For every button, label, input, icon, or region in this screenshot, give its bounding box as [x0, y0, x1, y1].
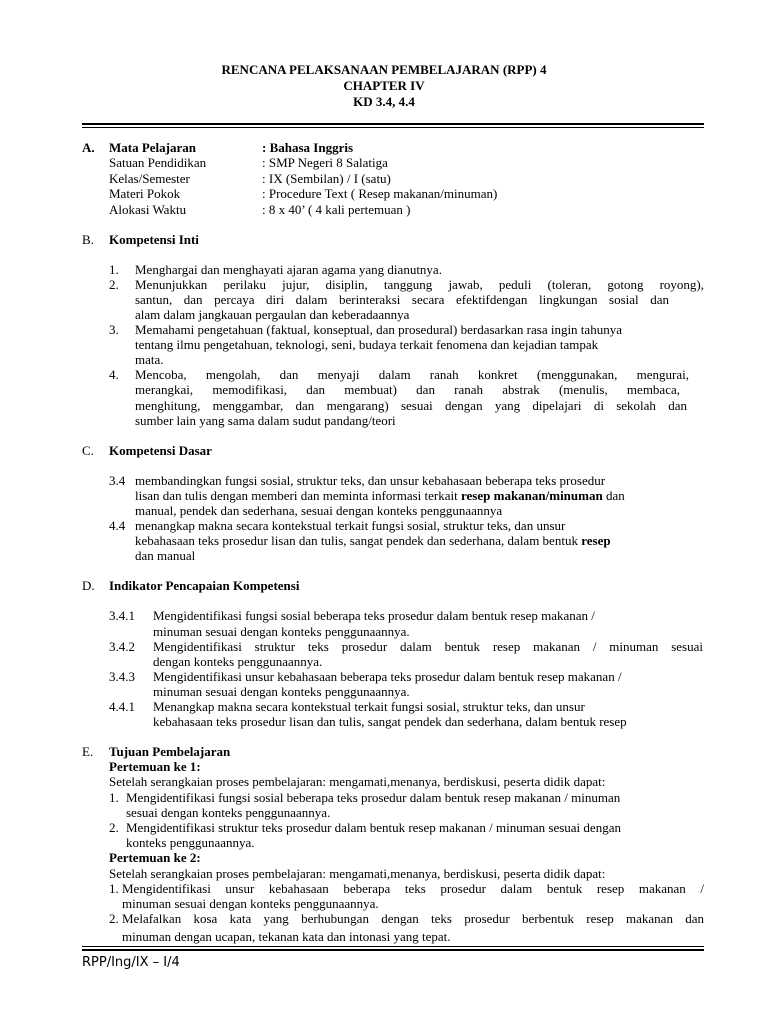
kd-title: KD 3.4, 4.4	[353, 94, 415, 109]
goal-line: konteks penggunaannya.	[126, 835, 255, 850]
school-value: : SMP Negeri 8 Salatiga	[262, 155, 388, 170]
indicator-num: 3.4.3	[109, 669, 135, 684]
ki-2-line: alam dalam jangkauan pergaulan dan keberadaannya	[135, 307, 410, 322]
goal-line: minuman sesuai dengan konteks penggunaannya.	[122, 896, 379, 911]
kd-44-bold-text: resep	[581, 533, 611, 548]
goal-line: Melafalkan kosa kata yang berhubungan dengan teks prosedur berbentuk resep makanan dan	[122, 911, 704, 926]
section-e-title: Tujuan Pembelajaran	[109, 744, 231, 759]
meeting-2-intro: Setelah serangkaian proses pembelajaran: mengamati,menanya, berdiskusi, peserta didik dapat:	[109, 866, 606, 881]
indicator-line: kebahasaan teks prosedur lisan dan tulis, sangat pendek dan sederhana, dalam bentuk resep	[153, 714, 627, 729]
ki-4-line: sumber lain yang sama dalam sudut pandang/teori	[135, 413, 396, 428]
kd-44-text: kebahasaan teks prosedur lisan dan tulis, sangat pendek dan sederhana, dalam bentuk	[135, 533, 582, 548]
ki-2-line: Menunjukkan perilaku jujur, disiplin, tanggung jawab, peduli (toleran, gotong royong),	[135, 277, 704, 292]
meeting-1-intro: Setelah serangkaian proses pembelajaran: mengamati,menanya, berdiskusi, peserta didik dapat:	[109, 774, 606, 789]
material-value: : Procedure Text ( Resep makanan/minuman)	[262, 186, 498, 201]
kd-44-line	[135, 533, 611, 549]
goal-num: 2.	[109, 911, 119, 926]
goal-num: 1.	[109, 790, 119, 805]
indicator-line: Mengidentifikasi struktur teks prosedur dalam bentuk resep makanan / minuman sesuai	[153, 639, 703, 654]
material-label: Materi Pokok	[109, 186, 181, 201]
section-b-letter: B.	[82, 232, 94, 247]
indicator-num: 3.4.1	[109, 608, 135, 623]
section-c-title: Kompetensi Dasar	[109, 443, 212, 458]
section-d-letter: D.	[82, 578, 95, 593]
time-label: Alokasi Waktu	[109, 202, 187, 217]
section-b-title: Kompetensi Inti	[109, 232, 199, 247]
section-c-letter: C.	[82, 443, 94, 458]
ki-1-line: Menghargai dan menghayati ajaran agama yang dianutnya.	[135, 262, 442, 277]
indicator-line: minuman sesuai dengan konteks penggunaannya.	[153, 684, 410, 699]
ki-4-line: menghitung, menggambar, dan mengarang) sesuai dengan yang dipelajari di sekolah dan	[135, 398, 687, 413]
class-label: Kelas/Semester	[109, 171, 190, 186]
section-a-letter: A.	[82, 140, 95, 155]
kd-34-num: 3.4	[109, 473, 126, 488]
subject-value: : Bahasa Inggris	[262, 140, 354, 155]
school-label: Satuan Pendidikan	[109, 155, 207, 170]
ki-3-line: tentang ilmu pengetahuan, teknologi, seni, budaya terkait fenomena dan kejadian tampak	[135, 337, 599, 352]
kd-34-line: manual, pendek dan sederhana, sesuai dengan konteks penggunaannya	[135, 503, 503, 518]
kd-44-line: dan manual	[135, 548, 196, 563]
goal-num: 1.	[109, 881, 119, 896]
kd-34-text: lisan dan tulis dengan memberi dan meminta informasi terkait	[135, 488, 461, 503]
goal-line: Mengidentifikasi unsur kebahasaan beberapa teks prosedur dalam bentuk resep makanan /	[122, 881, 704, 896]
header-divider	[82, 123, 704, 125]
ki-3-line: Memahami pengetahuan (faktual, konseptual, dan prosedural) berdasarkan rasa ingin tahunya	[135, 322, 622, 337]
class-value: : IX (Sembilan) / I (satu)	[262, 171, 391, 186]
kd-34-bold-text: resep makanan/minuman	[461, 488, 603, 503]
ki-4-line: merangkai, memodifikasi, dan membuat) dan ranah abstrak (menulis, membaca,	[135, 382, 680, 397]
footer-code: RPP/Ing/IX – I/4	[82, 955, 180, 970]
kd-44-line: menangkap makna secara kontekstual terkait fungsi sosial, struktur teks, dan unsur	[135, 518, 566, 533]
ki-2-num: 2.	[109, 277, 119, 292]
indicator-line: Menangkap makna secara kontekstual terkait fungsi sosial, struktur teks, dan unsur	[153, 699, 585, 714]
indicator-line: Mengidentifikasi fungsi sosial beberapa teks prosedur dalam bentuk resep makanan /	[153, 608, 595, 623]
goal-line: Mengidentifikasi fungsi sosial beberapa teks prosedur dalam bentuk resep makanan / minuman	[126, 790, 621, 805]
indicator-num: 3.4.2	[109, 639, 135, 654]
indicator-line: minuman sesuai dengan konteks penggunaannya.	[153, 624, 410, 639]
section-e-letter: E.	[82, 744, 94, 759]
ki-3-line: mata.	[135, 352, 164, 367]
ki-3-num: 3.	[109, 322, 119, 337]
goal-line: sesuai dengan konteks penggunaannya.	[126, 805, 331, 820]
goal-line: Mengidentifikasi struktur teks prosedur dalam bentuk resep makanan / minuman sesuai dengan	[126, 820, 621, 835]
meeting-1-title: Pertemuan ke 1:	[109, 759, 201, 774]
goal-num: 2.	[109, 820, 119, 835]
indicator-line: dengan konteks penggunaannya.	[153, 654, 323, 669]
meeting-2-title: Pertemuan ke 2:	[109, 850, 201, 865]
ki-4-line: Mencoba, mengolah, dan menyaji dalam ranah konkret (menggunakan, mengurai,	[135, 367, 689, 382]
header-divider-thin	[82, 127, 704, 128]
kd-44-num: 4.4	[109, 518, 126, 533]
kd-34-line	[135, 488, 625, 504]
kd-34-line: membandingkan fungsi sosial, struktur teks, dan unsur kebahasaan beberapa teks prosedur	[135, 473, 606, 488]
subject-label: Mata Pelajaran	[109, 140, 197, 155]
kd-34-text: dan	[602, 488, 625, 503]
ki-4-num: 4.	[109, 367, 119, 382]
ki-2-line: santun, dan percaya diri dalam berinteraksi secara efektifdengan lingkungan sosial dan	[135, 292, 669, 307]
indicator-line: Mengidentifikasi unsur kebahasaan beberapa teks prosedur dalam bentuk resep makanan /	[153, 669, 622, 684]
footer-divider	[82, 949, 704, 951]
ki-1-num: 1.	[109, 262, 119, 277]
section-d-title: Indikator Pencapaian Kompetensi	[109, 578, 300, 593]
goal-line: minuman dengan ucapan, tekanan kata dan intonasi yang tepat.	[122, 929, 451, 944]
indicator-num: 4.4.1	[109, 699, 135, 714]
doc-title: RENCANA PELAKSANAAN PEMBELAJARAN (RPP) 4	[221, 62, 547, 77]
chapter-title: CHAPTER IV	[343, 78, 425, 93]
time-value: : 8 x 40’ ( 4 kali pertemuan )	[262, 202, 411, 217]
footer-divider-thin	[82, 946, 704, 947]
